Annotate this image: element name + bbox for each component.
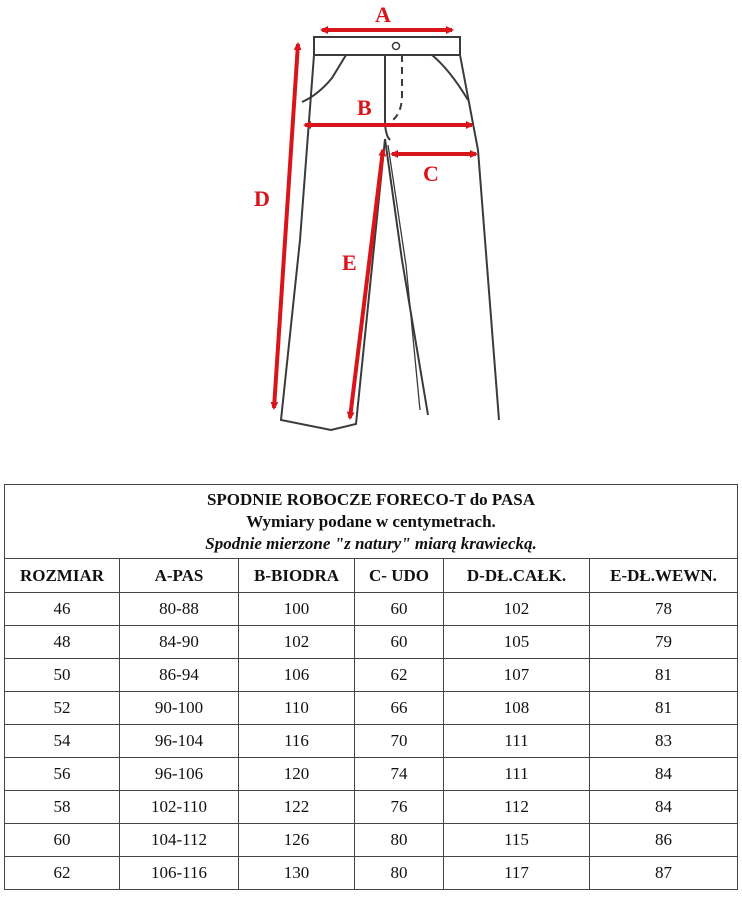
cell: 66 [355,692,444,725]
table-row [5,791,738,824]
cell: 100 [239,593,355,626]
cell: 60 [5,824,120,857]
right-leg-outline [460,55,499,420]
cell: 76 [355,791,444,824]
cell: 111 [444,725,590,758]
cell: 130 [239,857,355,890]
col-header-hips: B-BIODRA [239,559,355,593]
trousers-outline [281,37,499,430]
cell: 84 [590,791,738,824]
cell: 122 [239,791,355,824]
cell: 111 [444,758,590,791]
cell: 52 [5,692,120,725]
cell: 102 [239,626,355,659]
cell: 80-88 [120,593,239,626]
table-row [5,692,738,725]
cell: 80 [355,824,444,857]
cell: 78 [590,593,738,626]
cell: 107 [444,659,590,692]
label-b: B [357,95,372,120]
label-c: C [423,161,439,186]
header-row [5,559,738,593]
waistband [314,37,460,55]
size-table [4,484,738,890]
col-header-size: ROZMIAR [5,559,120,593]
table-row [5,626,738,659]
cell: 84-90 [120,626,239,659]
cell: 102-110 [120,791,239,824]
cell: 56 [5,758,120,791]
table-row [5,758,738,791]
cell: 58 [5,791,120,824]
cell: 102 [444,593,590,626]
cell: 48 [5,626,120,659]
col-header-thigh: C- UDO [355,559,444,593]
col-header-inseam: E-DŁ.WEWN. [590,559,738,593]
cell: 108 [444,692,590,725]
left-pocket [302,55,346,102]
right-pocket [432,55,468,100]
table-row [5,857,738,890]
arrow-e-inseam [350,150,383,418]
table-subtitle: Wymiary podane w centymetrach. [246,512,496,531]
cell: 87 [590,857,738,890]
cell: 62 [355,659,444,692]
cell: 90-100 [120,692,239,725]
cell: 106 [239,659,355,692]
cell: 126 [239,824,355,857]
waist-button [393,43,400,50]
cell: 104-112 [120,824,239,857]
cell: 60 [355,626,444,659]
cell: 79 [590,626,738,659]
cell: 86-94 [120,659,239,692]
cell: 80 [355,857,444,890]
cell: 105 [444,626,590,659]
arrow-d-total-length [274,44,298,408]
table-row [5,593,738,626]
cell: 81 [590,659,738,692]
cell: 110 [239,692,355,725]
size-table-container [4,484,737,890]
table-row [5,659,738,692]
col-header-total-length: D-DŁ.CAŁK. [444,559,590,593]
cell: 96-106 [120,758,239,791]
col-header-waist: A-PAS [120,559,239,593]
cell: 117 [444,857,590,890]
cell: 83 [590,725,738,758]
table-title-block [5,485,738,559]
cell: 84 [590,758,738,791]
cell: 86 [590,824,738,857]
cell: 116 [239,725,355,758]
fly-stitch [393,55,402,120]
cell: 60 [355,593,444,626]
label-a: A [375,2,391,27]
label-d: D [254,186,270,211]
cell: 70 [355,725,444,758]
cell: 81 [590,692,738,725]
cell: 106-116 [120,857,239,890]
table-note: Spodnie mierzone "z natury" miarą krawiecką. [205,534,537,553]
right-leg-inner-seam [385,139,428,415]
fly-seam [385,55,390,140]
cell: 74 [355,758,444,791]
cell: 96-104 [120,725,239,758]
cell: 50 [5,659,120,692]
table-title: SPODNIE ROBOCZE FORECO-T do PASA [206,490,536,509]
cell: 46 [5,593,120,626]
table-row [5,725,738,758]
label-e: E [342,250,357,275]
cell: 120 [239,758,355,791]
cell: 54 [5,725,120,758]
cell: 115 [444,824,590,857]
cell: 62 [5,857,120,890]
table-row [5,824,738,857]
cell: 112 [444,791,590,824]
